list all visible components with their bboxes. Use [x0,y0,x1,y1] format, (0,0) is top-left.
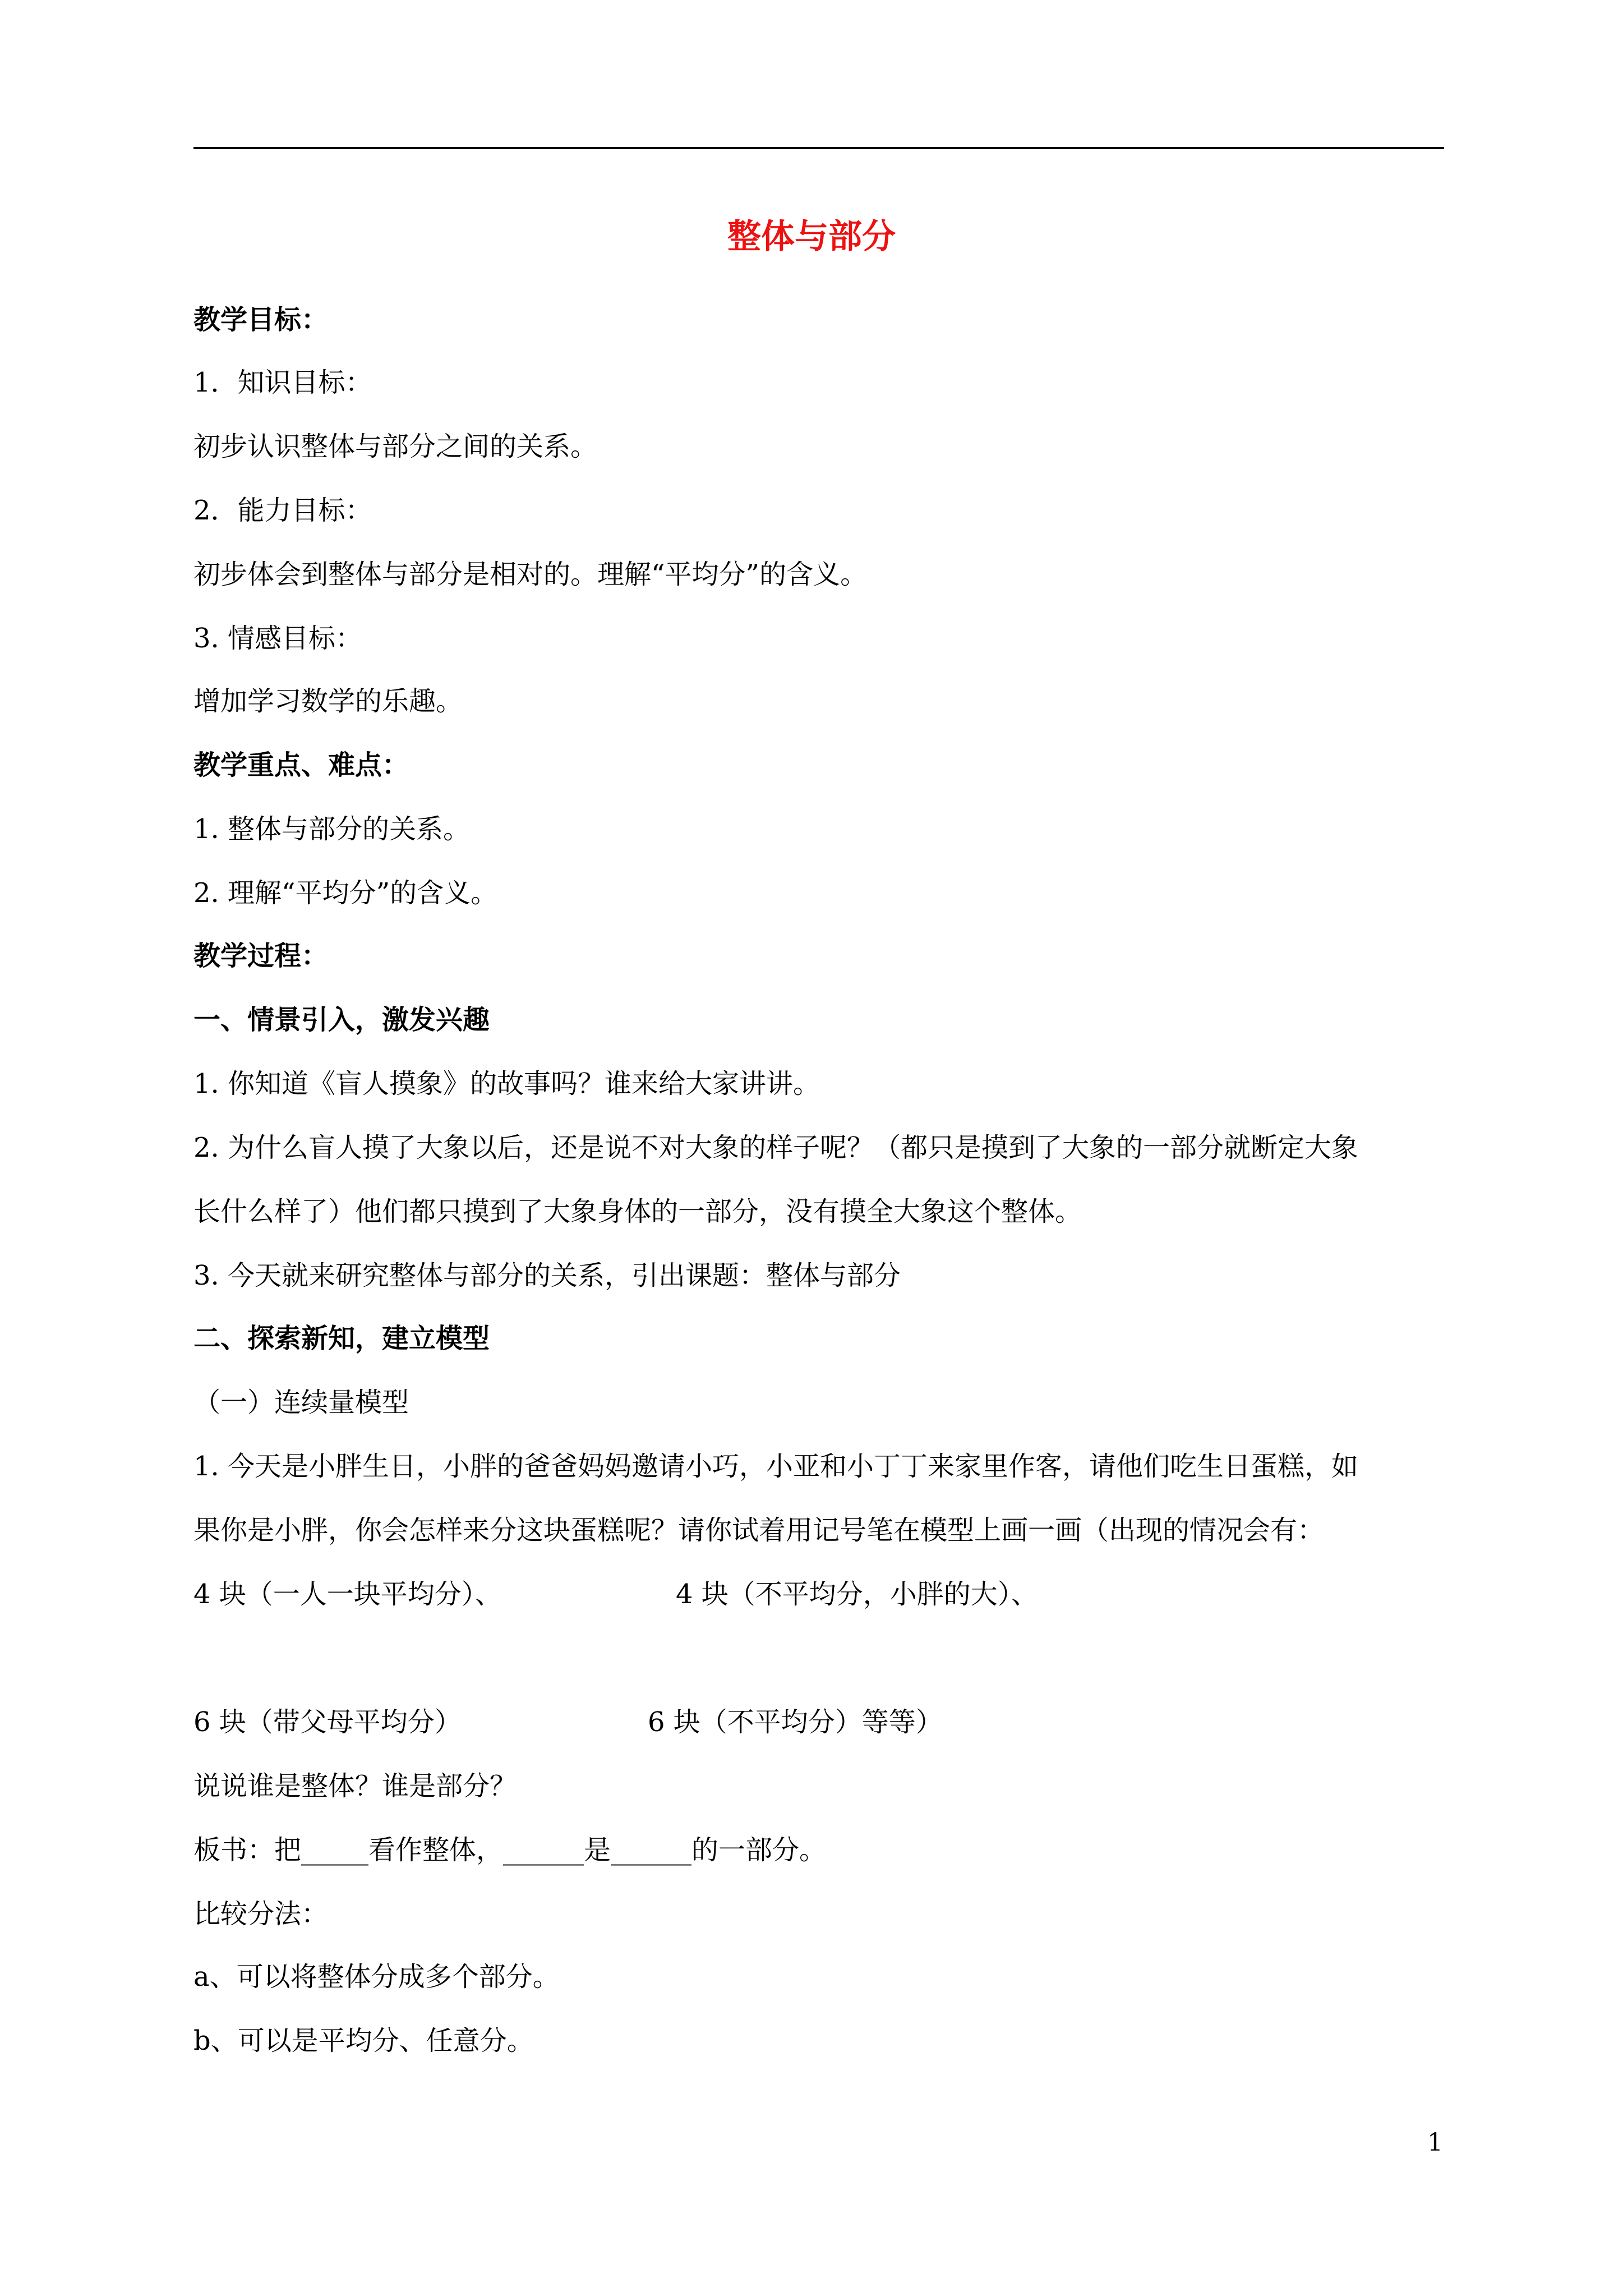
goal-ability-text: 初步体会到整体与部分是相对的。理解“平均分”的含义。 [193,559,868,590]
compare-method-b: b、可以是平均分、任意分。 [193,2025,534,2056]
section-1-item-1: 1. 你知道《盲人摸象》的故事吗？谁来给大家讲讲。 [193,1068,820,1099]
key-point-1: 1. 整体与部分的关系。 [193,813,471,845]
question-whole-part: 说说谁是整体？谁是部分？ [193,1770,517,1802]
board-writing: 板书：把_____看作整体，______是______的一部分。 [193,1834,827,1866]
compare-methods-label: 比较分法： [193,1898,329,1930]
section-2-heading: 二、探索新知，建立模型 [193,1323,490,1354]
goal-emotion-text: 增加学习数学的乐趣。 [193,685,463,717]
goal-knowledge-text: 初步认识整体与部分之间的关系。 [193,431,598,462]
document-title: 整体与部分 [727,217,896,256]
page-number: 1 [1427,2128,1443,2157]
goal-knowledge-label: 1．知识目标： [193,367,372,398]
section-1-item-2-cont: 长什么样了）他们都只摸到了大象身体的一部分，没有摸全大象这个整体。 [193,1196,1082,1227]
subsection-continuous-model: （一）连续量模型 [193,1387,409,1418]
section-1-heading: 一、情景引入，激发兴趣 [193,1004,490,1036]
split-option-4: 6 块（不平均分）等等） [648,1706,943,1738]
split-option-3: 6 块（带父母平均分） [193,1706,462,1738]
heading-teaching-process: 教学过程： [193,940,329,972]
header-rule [193,147,1444,149]
heading-teaching-goals: 教学目标： [193,304,329,335]
section-1-item-3: 3. 今天就来研究整体与部分的关系，引出课题：整体与部分 [193,1260,901,1291]
heading-key-points: 教学重点、难点： [193,749,409,781]
split-option-2: 4 块（不平均分，小胖的大）、 [676,1579,1038,1610]
goal-ability-label: 2．能力目标： [193,495,372,526]
compare-method-a: a、可以将整体分成多个部分。 [193,1961,560,1993]
subsection-item-1-cont: 果你是小胖，你会怎样来分这块蛋糕呢？请你试着用记号笔在模型上画一画（出现的情况会有： [193,1515,1325,1546]
goal-emotion-label: 3. 情感目标： [193,623,363,654]
split-option-1: 4 块（一人一块平均分）、 [193,1579,502,1610]
section-1-item-2: 2. 为什么盲人摸了大象以后，还是说不对大象的样子呢？（都只是摸到了大象的一部分就断定大象 [193,1132,1359,1163]
subsection-item-1: 1. 今天是小胖生日，小胖的爸爸妈妈邀请小巧，小亚和小丁丁来家里作客，请他们吃生日蛋糕，如 [193,1451,1359,1482]
key-point-2: 2. 理解“平均分”的含义。 [193,877,498,909]
